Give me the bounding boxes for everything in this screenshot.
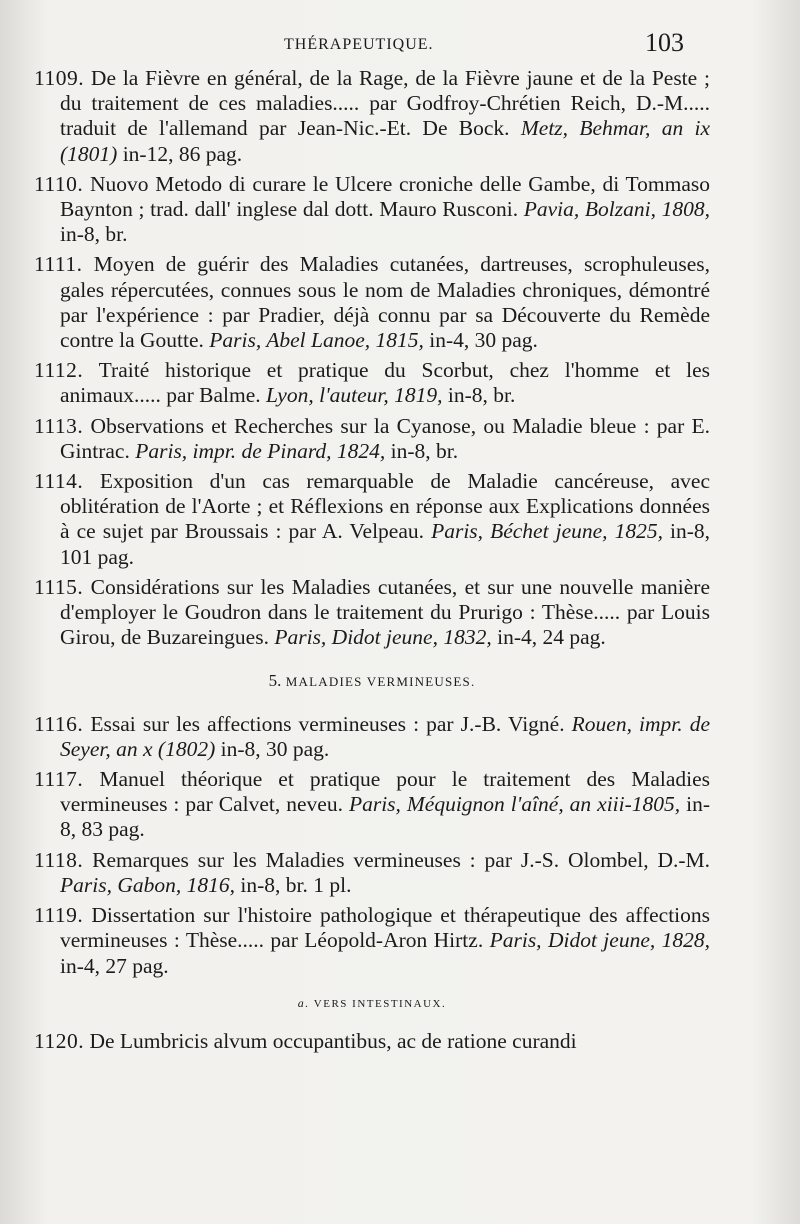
bibliography-entry (34, 172, 710, 248)
entry-number: 1110. (34, 171, 84, 196)
page-number: 103 (645, 28, 684, 57)
entry-format: in-12, 86 pag. (122, 141, 243, 166)
entry-text: Nuovo Metodo di curare le Ulcere croniche delle Gambe, di Tommaso Baynton ; trad. dall' inglese dal dott. Mauro Rusconi. (60, 171, 710, 222)
subsection-number: a. (297, 995, 310, 1010)
entry-text: De la Fièvre en général, de la Rage, de la Fièvre jaune et de la Peste ; du traitement de ces maladies..... par Godfroy-Chrétien Reich, D.-M..... traduit de l'allemand par Jean-Nic.-Et. De Bock. (60, 66, 711, 141)
entry-format: in-8, br. (447, 383, 516, 408)
subsection-heading (34, 991, 710, 1017)
entry-format: in-8, br. 1 pl. (240, 872, 352, 897)
entry-number: 1112. (34, 358, 84, 383)
bibliography-entry (34, 414, 710, 464)
entry-imprint: Lyon, l'auteur, 1819, (265, 383, 443, 408)
entry-number: 1118. (34, 847, 84, 872)
entry-number: 1117. (34, 767, 84, 792)
subsection-title: VERS INTESTINAUX. (313, 997, 447, 1010)
section-number: 5. (268, 671, 282, 691)
entry-format: in-4, 27 pag. (60, 953, 169, 978)
entry-imprint: Rouen, impr. de Seyer, an x (1802) (60, 711, 711, 761)
bibliography-entry (34, 767, 710, 843)
entry-text: Essai sur les affections vermineuses : par J.-B. Vigné. (90, 711, 565, 736)
entry-number: 1111. (34, 252, 83, 277)
entry-group-general (34, 66, 710, 650)
entry-number: 1119. (34, 903, 84, 928)
entry-group-intestinaux (34, 1029, 710, 1054)
section-heading (34, 668, 710, 694)
entry-text: Exposition d'un cas remarquable de Maladie cancéreuse, avec oblitération de l'Aorte ; et Réflexions en réponse aux Explications données à ce sujet par Broussais : par A. Velpeau. (60, 469, 710, 544)
entry-format: in-8, br. (60, 222, 128, 247)
bibliography-entry (34, 848, 710, 898)
entry-format: in-4, 24 pag. (497, 625, 606, 650)
bibliography-entry (34, 252, 710, 353)
entry-text: Traité historique et pratique du Scorbut, chez l'homme et les animaux..... par Balme. (60, 358, 710, 408)
bibliography-entry (34, 575, 710, 651)
entry-format: in-8, 83 pag. (60, 792, 711, 842)
entry-imprint: Paris, Béchet jeune, 1825, (431, 519, 663, 544)
entry-text: Observations et Recherches sur la Cyanose, ou Maladie bleue : par E. Gintrac. (60, 413, 711, 463)
entry-number: 1109. (34, 66, 85, 90)
entry-imprint: Paris, Didot jeune, 1828, (489, 928, 711, 953)
entry-number: 1113. (34, 413, 84, 438)
entry-imprint: Paris, Méquignon l'aîné, an xiii-1805, (348, 792, 681, 817)
entry-imprint: Paris, Gabon, 1816, (60, 872, 235, 897)
bibliography-entry (34, 469, 710, 570)
bibliography-entry (34, 1029, 710, 1054)
entry-text: Manuel théorique et pratique pour le traitement des Maladies vermineuses : par Calvet, neveu. (60, 767, 711, 817)
bibliography-entry (34, 903, 710, 979)
bibliography-entry (34, 66, 710, 167)
entry-group-vermineuses (34, 712, 710, 979)
entry-number: 1120. (34, 1028, 85, 1053)
entry-number: 1116. (34, 711, 84, 736)
bibliography-entry (34, 712, 710, 762)
entry-text: Remarques sur les Maladies vermineuses : par J.-S. Olombel, D.-M. (92, 847, 711, 872)
entry-format: in-8, 101 pag. (60, 519, 711, 569)
section-title: MALADIES VERMINEUSES. (285, 674, 476, 690)
bibliography-list (34, 66, 710, 1059)
entry-imprint: Metz, Behmar, an ix (1801) (60, 116, 711, 166)
entry-imprint: Paris, Abel Lanoe, 1815, (209, 328, 424, 353)
bibliography-entry (34, 358, 710, 408)
entry-number: 1114. (34, 469, 84, 494)
entry-text: De Lumbricis alvum occupantibus, ac de ratione curandi (89, 1028, 577, 1053)
entry-text: Dissertation sur l'histoire pathologique et thérapeutique des affections vermineuses : Thèse..... par Léopold-Aron Hirtz. (60, 903, 711, 953)
entry-imprint: Paris, Didot jeune, 1832, (274, 625, 492, 650)
entry-text: Moyen de guérir des Maladies cutanées, dartreuses, scrophuleuses, gales répercutées, connues sous le nom de Maladies chroniques, démontré par l'expérience : par Pradier, déjà connu par sa Découverte du Remède contre la Goutte. (60, 252, 710, 353)
entry-format: in-4, 30 pag. (429, 328, 538, 353)
page-header (0, 28, 800, 62)
running-title: THÉRAPEUTIQUE. (284, 36, 434, 53)
entry-format: in-8, br. (390, 438, 459, 463)
entry-imprint: Paris, impr. de Pinard, 1824, (135, 438, 386, 463)
entry-format: in-8, 30 pag. (220, 736, 330, 761)
entry-number: 1115. (34, 574, 84, 599)
entry-text: Considérations sur les Maladies cutanées, et sur une nouvelle manière d'employer le Goudron dans le traitement du Prurigo : Thèse..... par Louis Girou, de Buzareingues. (60, 574, 710, 650)
entry-imprint: Pavia, Bolzani, 1808, (523, 197, 710, 222)
